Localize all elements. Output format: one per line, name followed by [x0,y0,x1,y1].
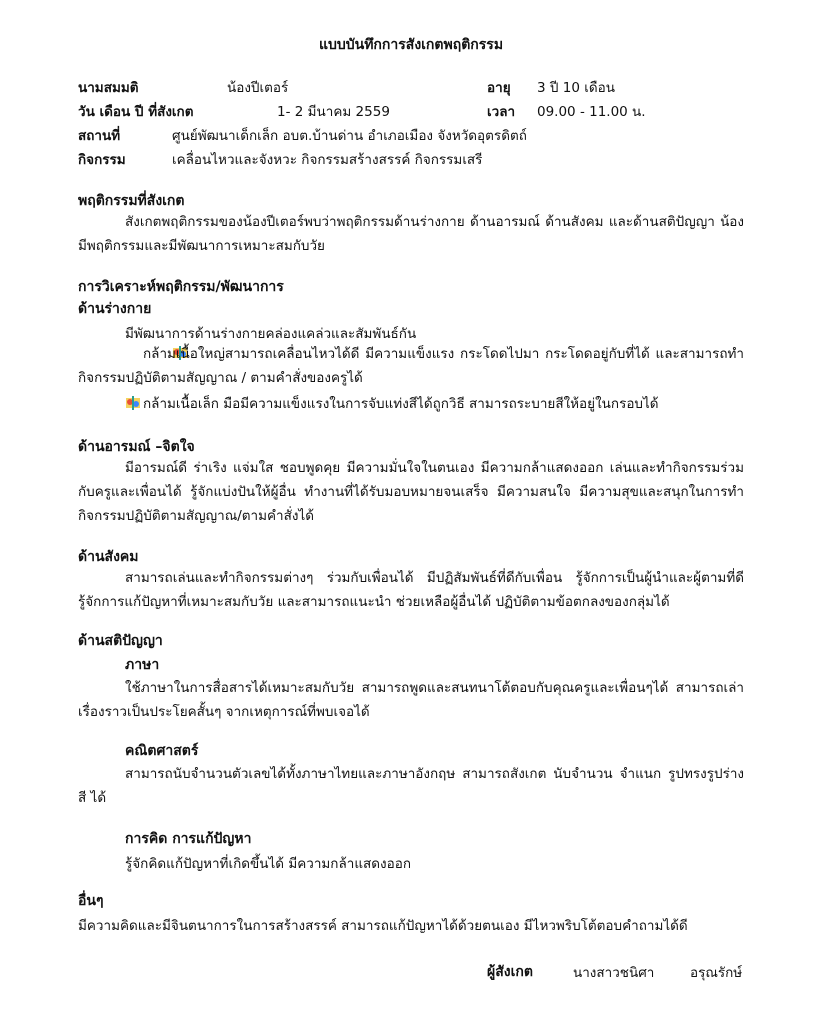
math-text: สามารถนับจำนวนตัวเลขได้ทั้งภาษาไทยและภาษาอังกฤษ สามารถสังเกต นับจำนวน จำแนก รูปทรงรูปร่าง สี ได้ [78,766,744,806]
date-value: 1- 2 มีนาคม 2559 [277,104,390,120]
language-text: ใช้ภาษาในการสื่อสารได้เหมาะสมกับวัย สามารถพูดและสนทนาโต้ตอบกับคุณครูและเพื่อนๆได้ สามารถเล่าเรื่องราวเป็นประโยคสั้นๆ จากเหตุการณ์ที่พบเจอได้ [78,680,744,720]
social-text: สามารถเล่นและทำกิจกรรมต่างๆ ร่วมกับเพื่อนได้ มีปฏิสัมพันธ์ที่ดีกับเพื่อน รู้จักการเป็นผู้นำและผู้ตามที่ดี รู้จักการแก้ปัญหาที่เหมาะสมกับวัย และสามารถแนะนำ ช่วยเหลือผู้อื่นได้ ปฏิบัติตามข้อตกลงของกลุ่มได้ [78,570,744,610]
intellectual-heading: ด้านสติปัญญา [78,633,163,649]
age-value: 3 ปี 10 เดือน [537,80,615,96]
gross-motor-text: กล้ามเนื้อใหญ่สามารถเคลื่อนไหวได้ดี มีความแข็งแรง กระโดดไปมา กระโดดอยู่กับที่ได้ และสามารถทำกิจกรรมปฏิบัติตามสัญญาณ / ตามคำสั่งของครูได้ [78,346,744,386]
other-text: มีความคิดและมีจินตนาการในการสร้างสรรค์ สามารถแก้ปัญหาได้ด้วยตนเอง มีไหวพริบโต้ตอบคำถามได้ดี [78,918,688,934]
name-value: น้องปีเตอร์ [227,80,289,96]
observed-heading: พฤติกรรมที่สังเกต [78,193,185,209]
document-title: แบบบันทึกการสังเกตพฤติกรรม [318,37,504,53]
time-label: เวลา [487,104,516,120]
activity-label: กิจกรรม [78,152,126,168]
language-heading: ภาษา [125,657,160,673]
observer-label: ผู้สังเกต [487,964,533,980]
math-heading: คณิตศาสตร์ [125,743,199,759]
bullet-flower-icon [125,344,141,358]
thinking-text: รู้จักคิดแก้ปัญหาที่เกิดขึ้นได้ มีความกล้าแสดงออก [125,856,412,872]
thinking-heading: การคิด การแก้ปัญหา [125,831,252,847]
date-label: วัน เดือน ปี ที่สังเกต [78,104,194,120]
observer-surname: อรุณรักษ์ [690,965,743,981]
other-heading: อื่นๆ [78,893,104,909]
social-heading: ด้านสังคม [78,549,139,565]
activity-value: เคลื่อนไหวและจังหวะ กิจกรรมสร้างสรรค์ กิจกรรมเสรี [172,152,483,168]
time-value: 09.00 - 11.00 น. [537,104,646,120]
emotional-text: มีอารมณ์ดี ร่าเริง แจ่มใส ชอบพูดคุย มีความมั่นใจในตนเอง มีความกล้าแสดงออก เล่นและทำกิจกรรมร่วมกับครูและเพื่อนได้ รู้จักแบ่งปันให้ผู้อื่น ทำงานที่ได้รับมอบหมายจนเสร็จ มีความสนใจ มีความสุขและสนุกในการทำกิจกรรมปฏิบัติตามสัญญาณ/ตามคำสั่งได้ [78,460,744,524]
analysis-heading: การวิเคราะห์พฤติกรรม/พัฒนาการ [78,279,284,295]
fine-motor-text: กล้ามเนื้อเล็ก มือมีความแข็งแรงในการจับแท่งสีได้ถูกวิธี สามารถระบายสีให้อยู่ในกรอบได้ [143,396,659,412]
observed-text: สังเกตพฤติกรรมของน้องปีเตอร์พบว่าพฤติกรรมด้านร่างกาย ด้านอารมณ์ ด้านสังคม และด้านสติปัญญา น้องมีพฤติกรรมและมีพัฒนาการเหมาะสมกับวัย [78,214,744,254]
physical-gross-motor [78,342,744,390]
physical-intro: มีพัฒนาการด้านร่างกายคล่องแคล่วและสัมพันธ์กัน [125,326,417,342]
bullet-flower-icon [125,396,141,410]
observer-name: นางสาวชนิศา [573,965,655,981]
physical-heading: ด้านร่างกาย [78,301,152,317]
name-label: นามสมมติ [78,80,139,96]
age-label: อายุ [487,80,511,96]
place-label: สถานที่ [78,128,121,144]
emotional-heading: ด้านอารมณ์ –จิตใจ [78,439,195,455]
place-value: ศูนย์พัฒนาเด็กเล็ก อบต.บ้านด่าน อำเภอเมือง จังหวัดอุตรดิตถ์ [172,128,527,144]
physical-fine-motor [125,392,659,414]
